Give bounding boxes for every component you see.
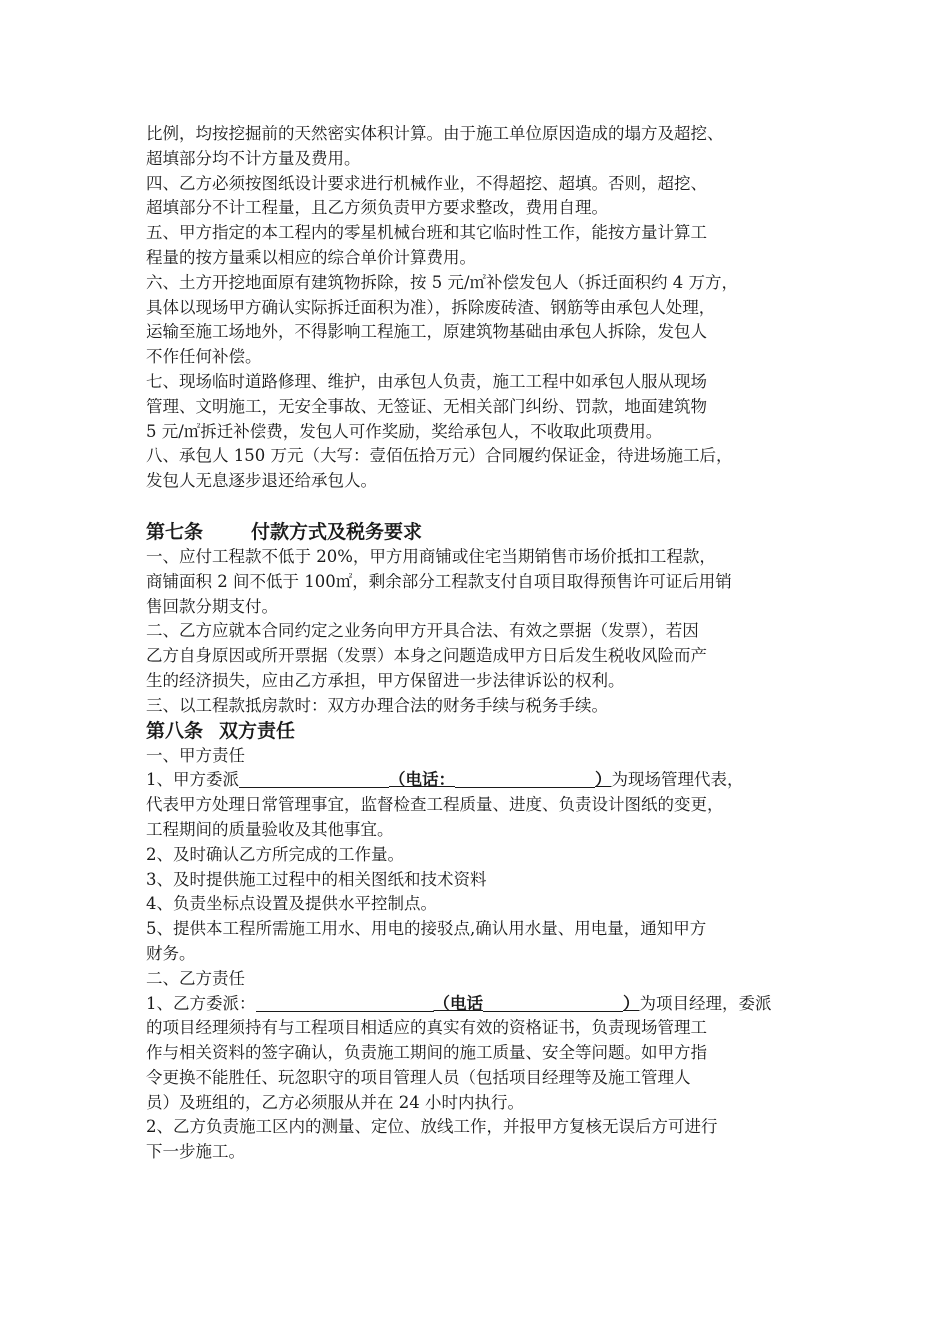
- phone-number-blank[interactable]: [455, 769, 595, 788]
- article-number: 第七条: [146, 520, 204, 543]
- party-a-heading: 一、甲方责任: [146, 745, 245, 765]
- text-line: 乙方自身原因或所开票据（发票）本身之问题造成甲方日后发生税收风险而产: [146, 646, 707, 666]
- text-line: 七、现场临时道路修理、维护，由承包人负责，施工工程中如承包人服从现场: [146, 371, 707, 391]
- text-line: 财务。: [146, 943, 196, 963]
- text-line: 不作任何补偿。: [146, 347, 262, 367]
- party-a-delegate-line: [146, 768, 826, 793]
- phone-label: （电话: [433, 993, 483, 1013]
- text-line: 3、及时提供施工过程中的相关图纸和技术资料: [146, 869, 487, 889]
- text-segment: 1、乙方委派：: [146, 993, 256, 1013]
- article-number: 第八条: [146, 719, 204, 742]
- article-8-body: [146, 744, 826, 1166]
- text-line: 六、土方开挖地面原有建筑物拆除，按 5 元/㎡补偿发包人（拆迁面积约 4 万方，: [146, 272, 739, 292]
- text-line: 售回款分期支付。: [146, 596, 278, 616]
- text-line: 四、乙方必须按图纸设计要求进行机械作业，不得超挖、超填。否则，超挖、: [146, 173, 707, 193]
- text-line: 运输至施工场地外，不得影响工程施工，原建筑物基础由承包人拆除，发包人: [146, 322, 707, 342]
- text-segment: ）: [595, 770, 612, 790]
- text-segment: ）: [623, 993, 640, 1013]
- document-body: [146, 122, 826, 1165]
- text-line: 作与相关资料的签字确认，负责施工期间的施工质量、安全等问题。如甲方指: [146, 1043, 707, 1063]
- phone-number-blank[interactable]: [483, 993, 623, 1012]
- party-b-heading: 二、乙方责任: [146, 968, 245, 988]
- article-7-body: [146, 545, 826, 719]
- text-line: 三、以工程款抵房款时：双方办理合法的财务手续与税务手续。: [146, 695, 608, 715]
- text-line: 4、负责坐标点设置及提供水平控制点。: [146, 894, 437, 914]
- text-line: 2、乙方负责施工区内的测量、定位、放线工作，并报甲方复核无误后方可进行: [146, 1117, 718, 1137]
- article-title: 付款方式及税务要求: [251, 520, 423, 543]
- text-line: 生的经济损失，应由乙方承担，甲方保留进一步法律诉讼的权利。: [146, 670, 625, 690]
- text-line: 管理、文明施工，无安全事故、无签证、无相关部门纠纷、罚款，地面建筑物: [146, 396, 707, 416]
- text-segment: 为现场管理代表，: [611, 770, 744, 790]
- article-7-heading: [146, 520, 826, 545]
- text-line: 具体以现场甲方确认实际拆迁面积为准），拆除废砖渣、钢筋等由承包人处理，: [146, 297, 716, 317]
- text-segment: 为项目经理，委派: [639, 993, 772, 1013]
- clauses-continued: [146, 122, 826, 494]
- article-8-heading: [146, 719, 826, 744]
- manager-name-blank[interactable]: [256, 993, 434, 1012]
- delegate-name-blank[interactable]: [239, 769, 389, 788]
- text-line: 5、提供本工程所需施工用水、用电的接驳点,确认用水量、用电量，通知甲方: [146, 919, 707, 939]
- text-line: 商铺面积 2 间不低于 100㎡，剩余部分工程款支付自项目取得预售许可证后用销: [146, 571, 732, 591]
- text-segment: 1、甲方委派: [146, 770, 239, 790]
- party-b-delegate-line: [146, 992, 826, 1017]
- text-line: 代表甲方处理日常管理事宜，监督检查工程质量、进度、负责设计图纸的变更，: [146, 795, 724, 815]
- text-line: 工程期间的质量验收及其他事宜。: [146, 819, 394, 839]
- text-line: 下一步施工。: [146, 1142, 245, 1162]
- text-line: 超填部分均不计方量及费用。: [146, 148, 361, 168]
- text-line: 二、乙方应就本合同约定之业务向甲方开具合法、有效之票据（发票），若因: [146, 621, 699, 641]
- text-line: 超填部分不计工程量，且乙方须负责甲方要求整改，费用自理。: [146, 198, 608, 218]
- text-line: 5 元/㎡拆迁补偿费，发包人可作奖励，奖给承包人，不收取此项费用。: [146, 421, 663, 441]
- text-line: 八、承包人 150 万元（大写：壹佰伍拾万元）合同履约保证金，待进场施工后，: [146, 446, 733, 466]
- phone-label: （电话：: [389, 770, 455, 790]
- text-line: 一、应付工程款不低于 20%，甲方用商铺或住宅当期销售市场价抵扣工程款，: [146, 546, 716, 566]
- text-line: 令更换不能胜任、玩忽职守的项目管理人员（包括项目经理等及施工管理人: [146, 1067, 691, 1087]
- text-line: 比例，均按挖掘前的天然密实体积计算。由于施工单位原因造成的塌方及超挖、: [146, 124, 724, 143]
- text-line: 员）及班组的，乙方必须服从并在 24 小时内执行。: [146, 1092, 524, 1112]
- text-line: 程量的按方量乘以相应的综合单价计算费用。: [146, 247, 476, 267]
- text-line: 发包人无息逐步退还给承包人。: [146, 471, 377, 491]
- text-line: 2、及时确认乙方所完成的工作量。: [146, 844, 404, 864]
- article-title: 双方责任: [219, 719, 296, 742]
- text-line: 五、甲方指定的本工程内的零星机械台班和其它临时性工作，能按方量计算工: [146, 223, 707, 243]
- text-line: 的项目经理须持有与工程项目相适应的真实有效的资格证书，负责现场管理工: [146, 1018, 707, 1038]
